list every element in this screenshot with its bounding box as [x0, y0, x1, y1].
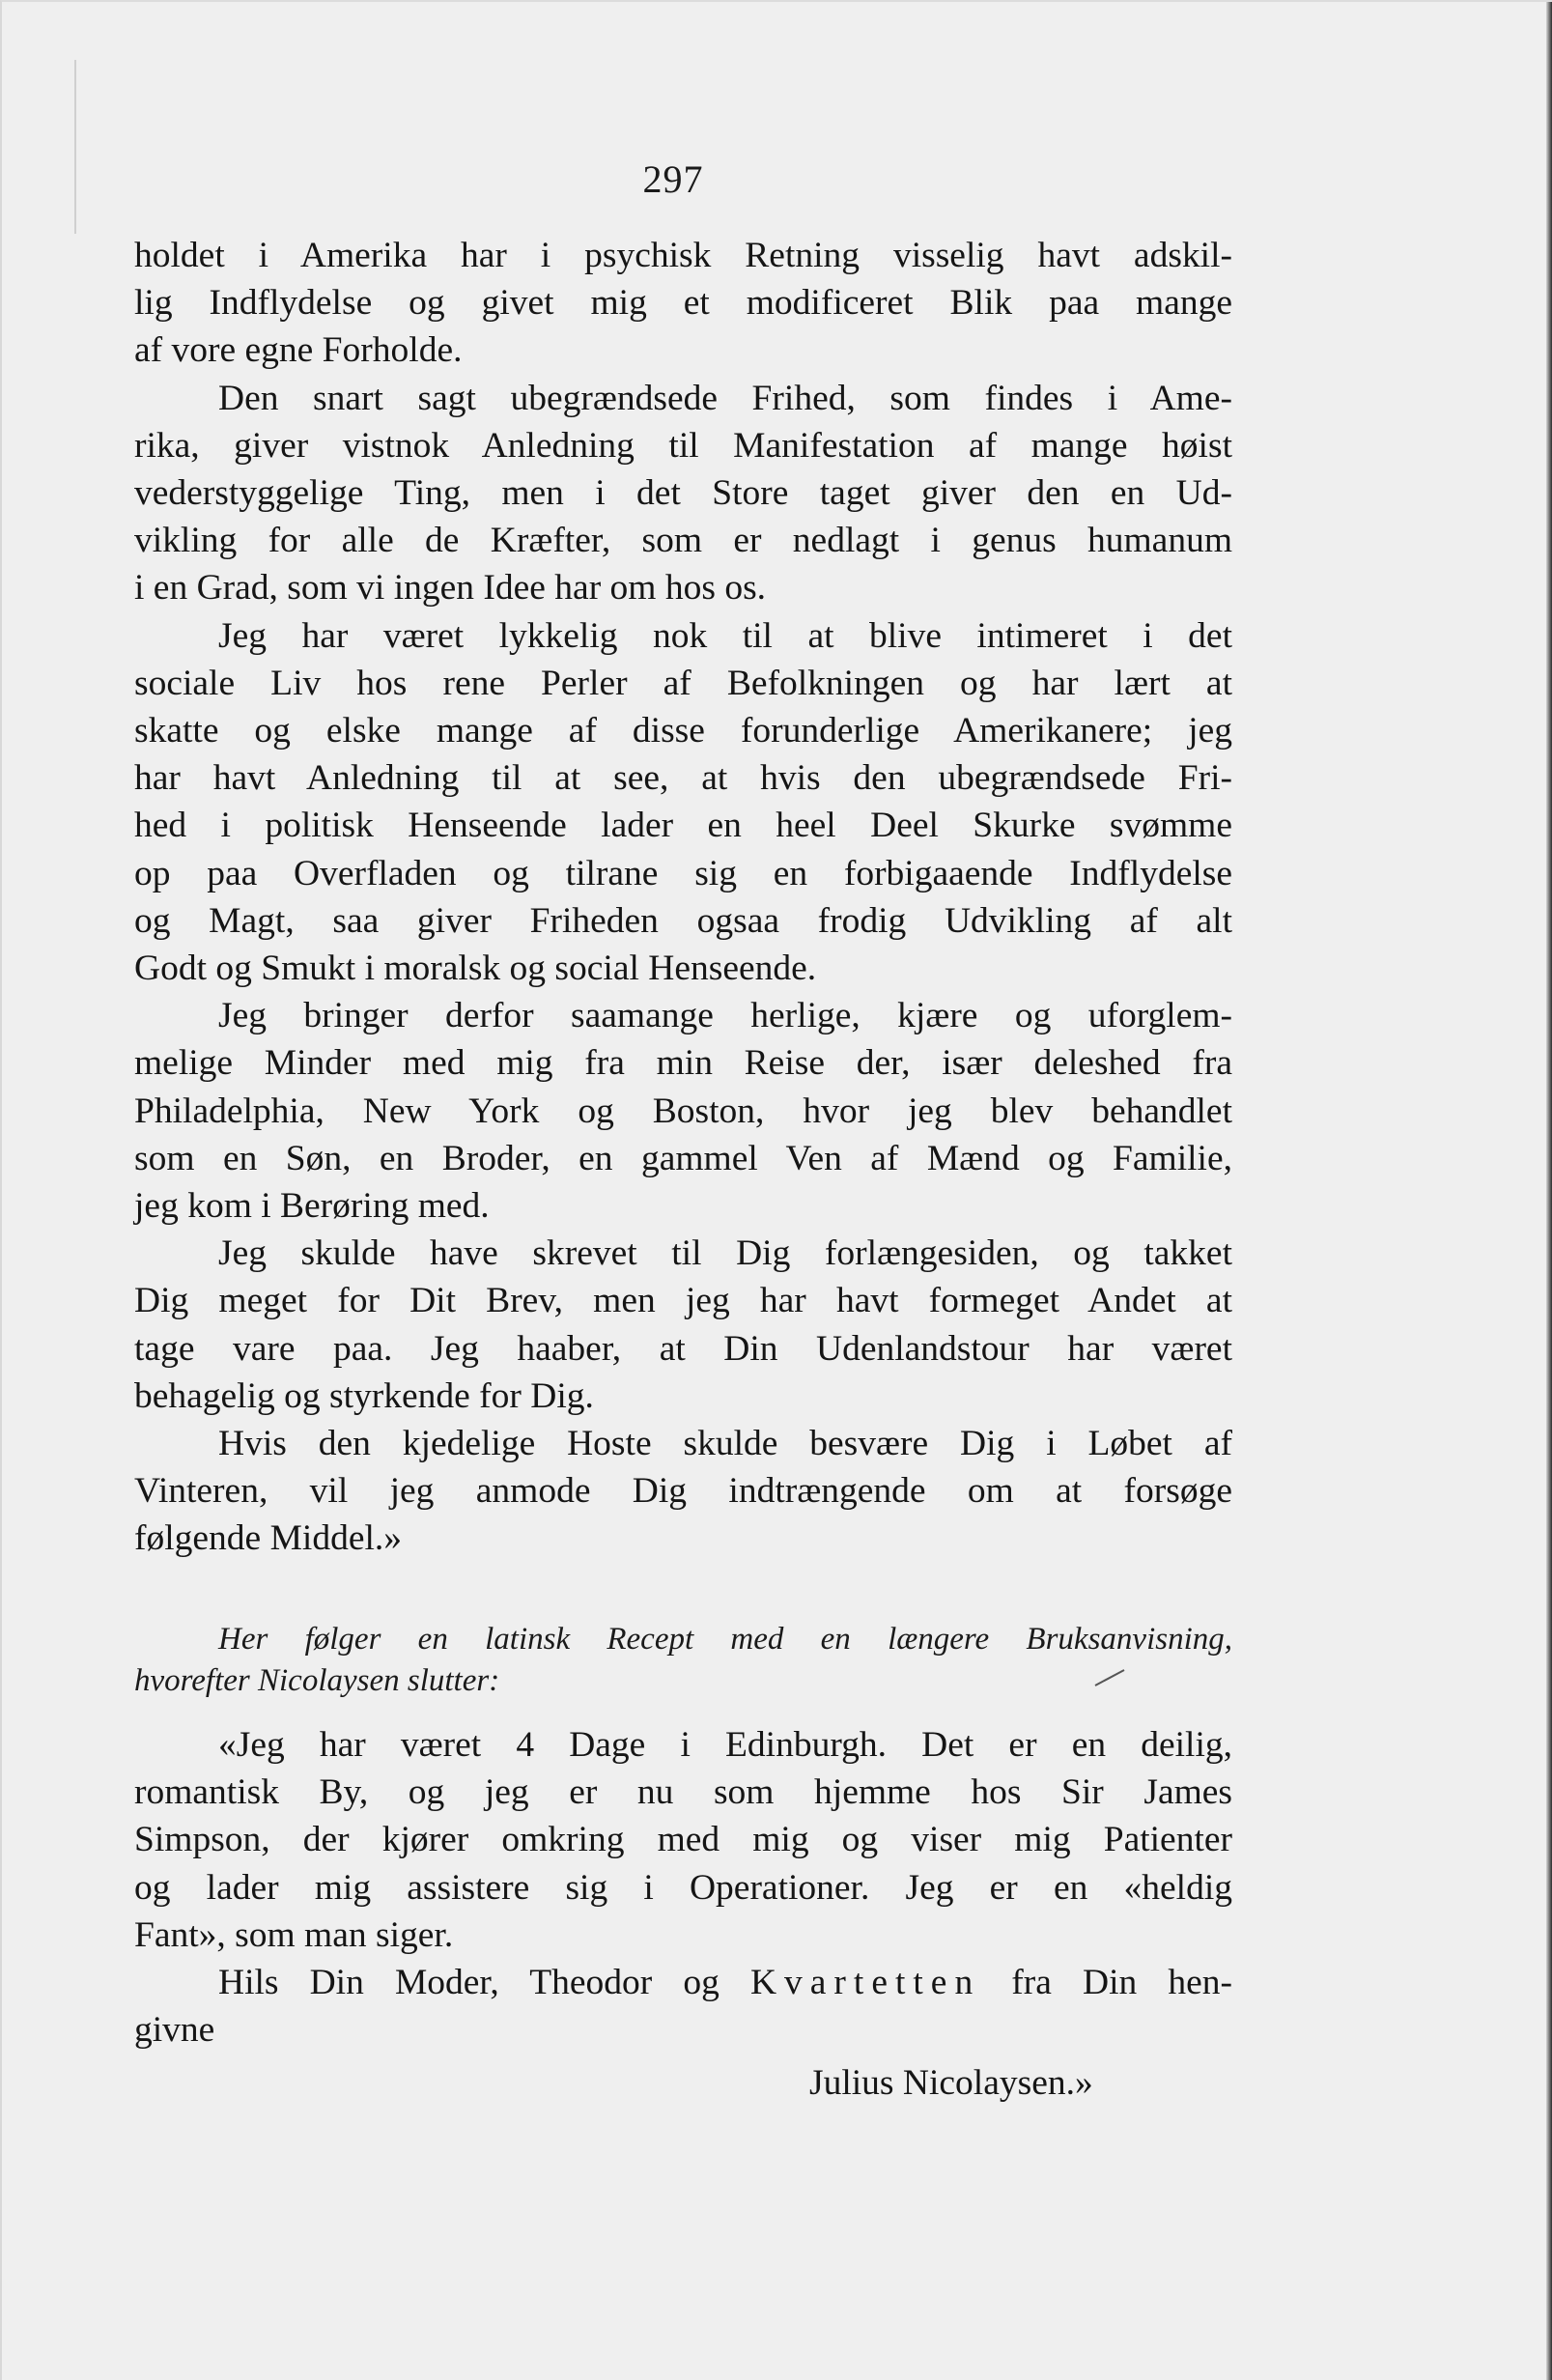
signature: Julius Nicolaysen.»	[809, 2063, 1093, 2103]
closing-text	[134, 1721, 1232, 2054]
body-text	[134, 232, 1232, 1563]
text-line: lig Indflydelse og givet mig et modificeret Blik paa mange	[134, 283, 1232, 324]
text-line: og lader mig assistere sig i Operationer. Jeg er en «heldig	[134, 1867, 1232, 1908]
page-edge-shadow	[1546, 2, 1552, 2380]
text-line: Jeg har været lykkelig nok til at blive intimeret i det	[218, 615, 1232, 656]
text-line: sociale Liv hos rene Perler af Befolkningen og har lært at	[134, 663, 1232, 703]
text-line: følgende Middel.»	[134, 1518, 403, 1559]
text-line: Vinteren, vil jeg anmode Dig indtrængende om at forsøge	[134, 1471, 1232, 1512]
note-line: Her følger en latinsk Recept med en længere Bruksanvisning,	[218, 1622, 1232, 1657]
text-line: vederstyggelige Ting, men i det Store taget giver den en Ud-	[134, 473, 1232, 514]
page-number: 297	[642, 157, 704, 201]
text-line: romantisk By, og jeg er nu som hjemme hos Sir James	[134, 1772, 1232, 1813]
text-line: holdet i Amerika har i psychisk Retning visselig havt adskil-	[134, 236, 1232, 275]
text-line: skatte og elske mange af disse forunderlige Amerikanere; jeg	[134, 711, 1232, 751]
text-line: «Jeg har været 4 Dage i Edinburgh. Det er en deilig,	[218, 1725, 1232, 1765]
text-line: Den snart sagt ubegrændsede Frihed, som findes i Ame-	[218, 378, 1232, 418]
text-line: Fant», som man siger.	[134, 1914, 454, 1955]
text-line: melige Minder med mig fra min Reise der, især deleshed fra	[134, 1043, 1232, 1084]
text-line: behagelig og styrkende for Dig.	[134, 1375, 594, 1416]
text-line: tage vare paa. Jeg haaber, at Din Udenlandstour har været	[134, 1328, 1232, 1369]
greeting-spaced-word: Kvartetten	[749, 1963, 981, 2003]
greeting-line	[134, 1959, 1232, 2006]
greeting-start: Hils Din Moder, Theodor og	[218, 1963, 750, 2003]
greeting-end: fra Din hen-	[980, 1963, 1232, 2003]
text-line: Jeg skulde have skrevet til Dig forlængesiden, og takket	[218, 1233, 1232, 1274]
text-line: jeg kom i Berøring med.	[134, 1186, 490, 1227]
text-line: Simpson, der kjører omkring med mig og viser mig Patienter	[134, 1820, 1232, 1860]
text-line: givne	[134, 2010, 215, 2051]
text-line: Godt og Smukt i moralsk og social Henseende.	[134, 949, 817, 989]
text-line: op paa Overfladen og tilrane sig en forbigaaende Indflydelse	[134, 853, 1232, 893]
text-line: rika, giver vistnok Anledning til Manifestation af mange høist	[134, 425, 1232, 466]
text-line: vikling for alle de Kræfter, som er nedlagt i genus humanum	[134, 521, 1232, 561]
text-line: har havt Anledning til at see, at hvis den ubegrændsede Fri-	[134, 758, 1232, 799]
note-line: hvorefter Nicolaysen slutter:	[134, 1663, 500, 1698]
text-line: Jeg bringer derfor saamange herlige, kjære og uforglem-	[218, 996, 1232, 1036]
editorial-note	[134, 1619, 1232, 1702]
text-line: hed i politisk Henseende lader en heel Deel Skurke svømme	[134, 806, 1232, 846]
scan-edge-mark	[74, 60, 76, 234]
text-line: Hvis den kjedelige Hoste skulde besvære Dig i Løbet af	[218, 1424, 1232, 1464]
text-line: Philadelphia, New York og Boston, hvor jeg blev behandlet	[134, 1091, 1232, 1131]
text-line: som en Søn, en Broder, en gammel Ven af Mænd og Familie,	[134, 1138, 1232, 1178]
text-line: og Magt, saa giver Friheden ogsaa frodig Udvikling af alt	[134, 900, 1232, 941]
text-line: Dig meget for Dit Brev, men jeg har havt formeget Andet at	[134, 1281, 1232, 1321]
text-line: i en Grad, som vi ingen Idee har om hos os.	[134, 568, 767, 609]
text-line: af vore egne Forholde.	[134, 330, 463, 371]
